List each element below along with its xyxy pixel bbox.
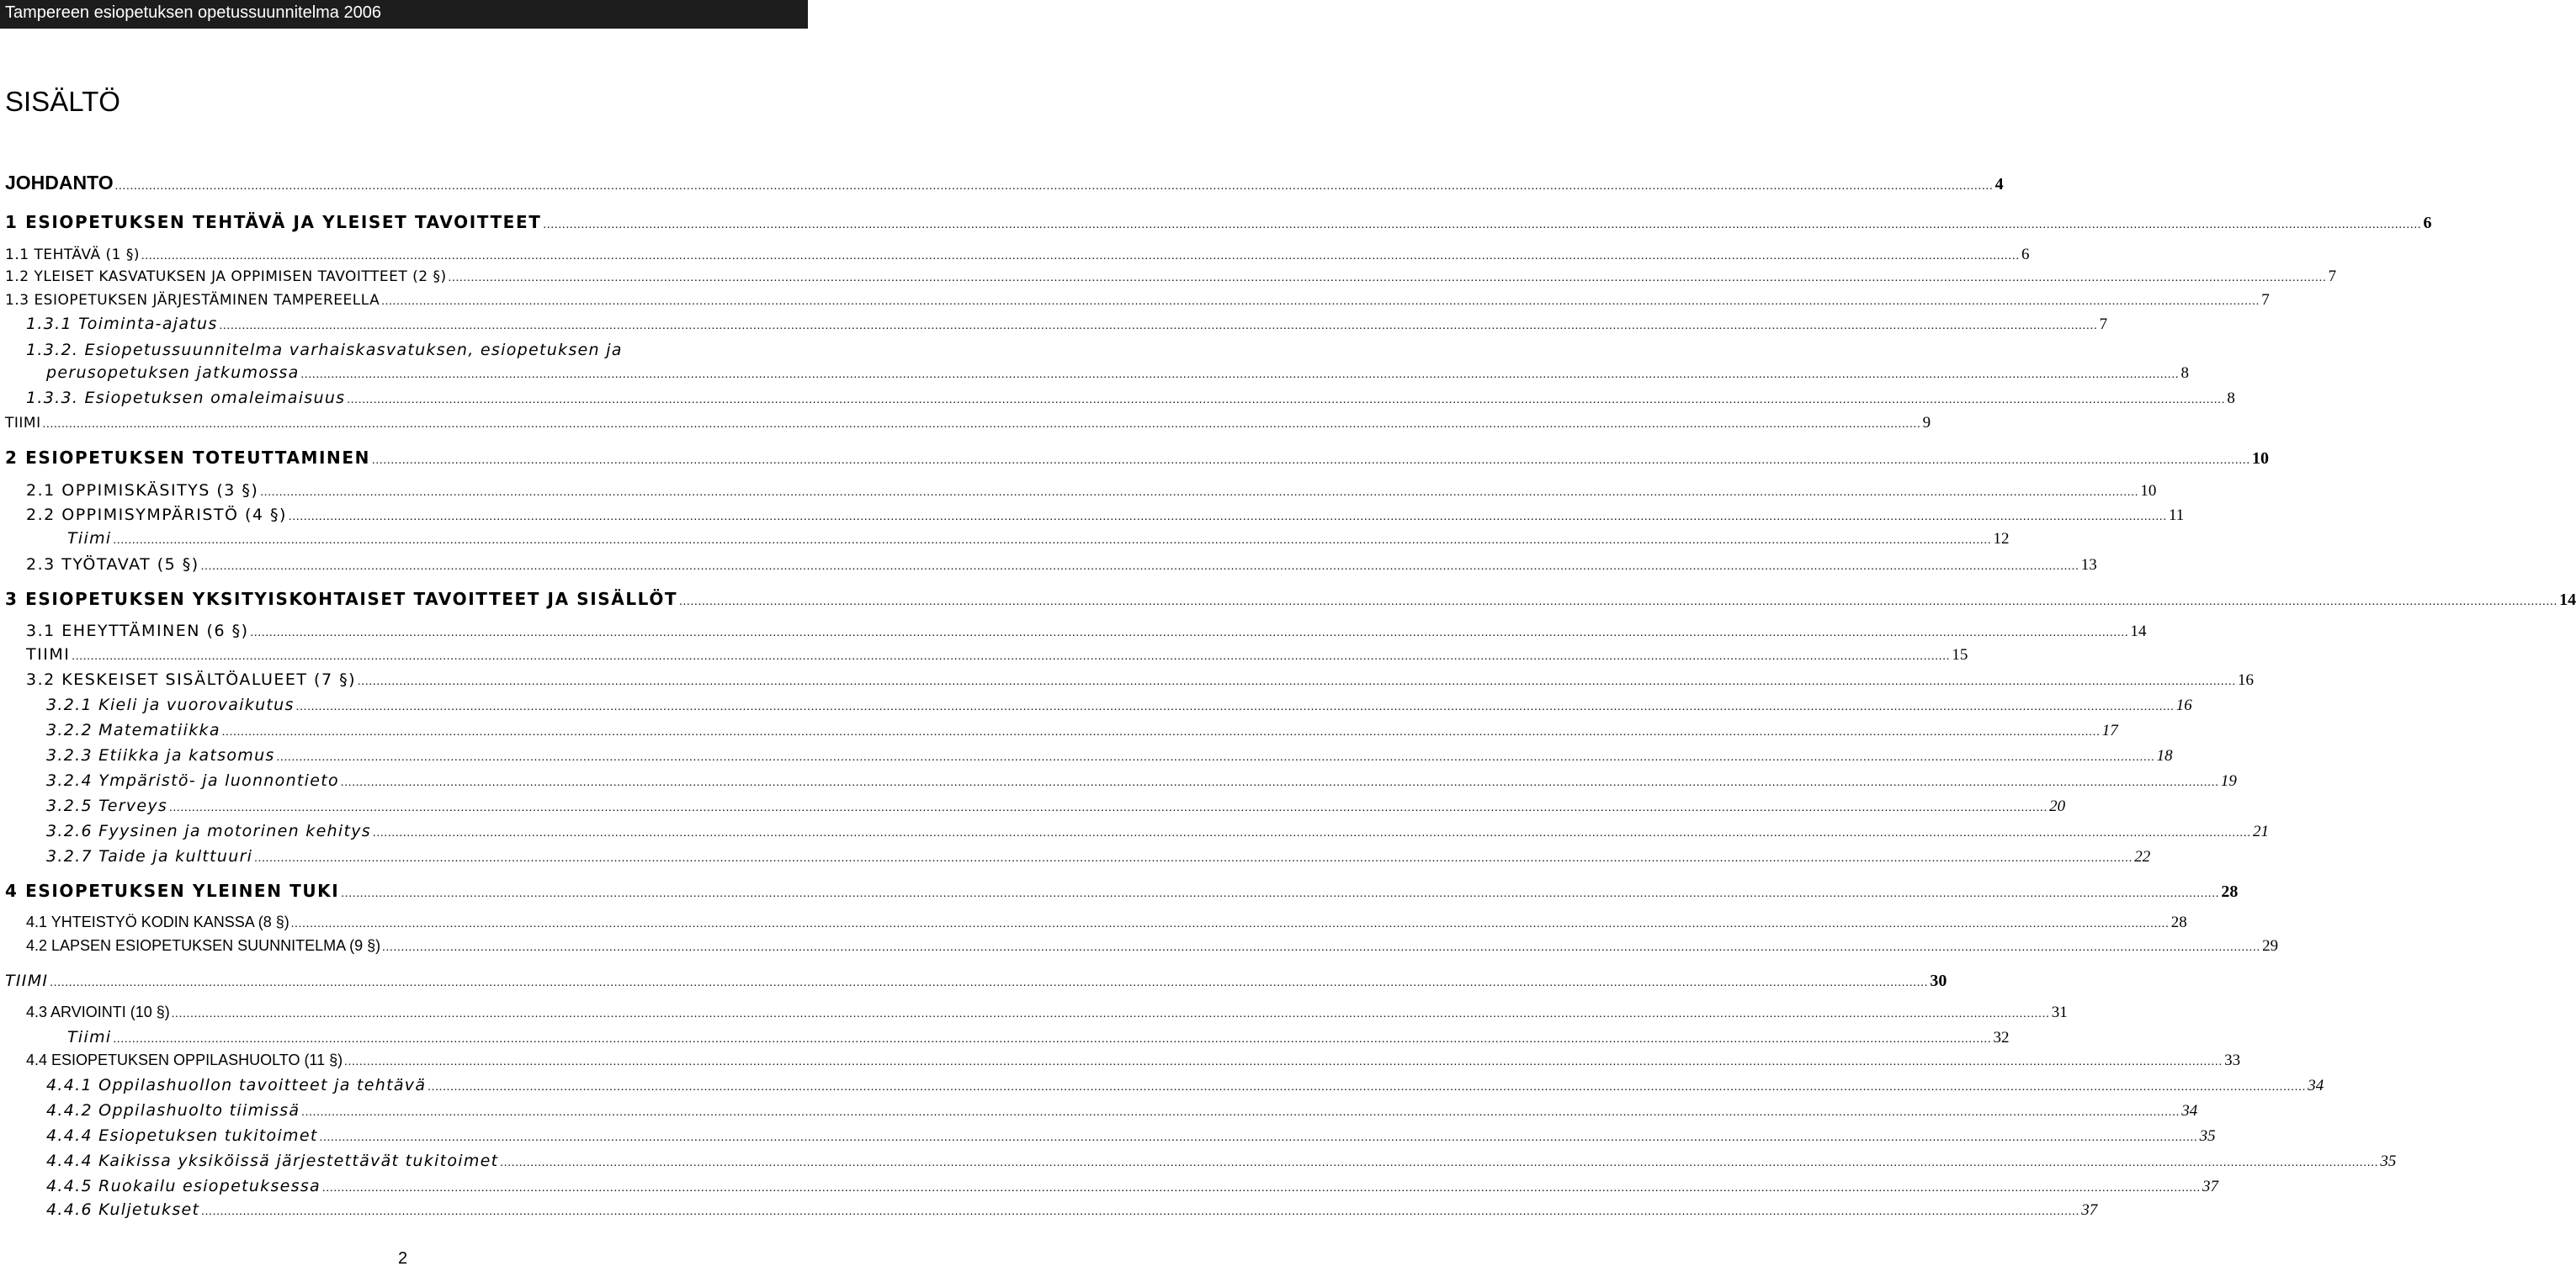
- toc-entry-title: 4.4 ESIOPETUKSEN OPPILASHUOLTO (11 §): [26, 1052, 343, 1068]
- toc-entry-page: 21: [2252, 823, 2269, 840]
- dot-leader: [322, 1182, 2201, 1195]
- toc-entry-title: 4.1 YHTEISTYÖ KODIN KANSSA (8 §): [26, 914, 289, 930]
- toc-entry[interactable]: [26, 389, 2235, 414]
- toc-entry[interactable]: [26, 341, 805, 366]
- toc-entry-title: 4.4.4 Kaikissa yksiköissä järjestettävät tukitoimet: [46, 1152, 499, 1170]
- dot-leader: [254, 852, 2133, 866]
- toc-entry-page: 19: [2220, 772, 2237, 790]
- toc-entry-title: 2 ESIOPETUKSEN TOTEUTTAMINEN: [5, 448, 370, 468]
- toc-entry[interactable]: [46, 1101, 2198, 1126]
- toc-entry[interactable]: [26, 555, 2097, 580]
- toc-entry-continuation[interactable]: perusopetuksen jatkumossa: [46, 363, 300, 382]
- toc-entry-page: 12: [1993, 530, 2010, 548]
- toc-entry-title: Tiimi: [67, 1028, 112, 1047]
- dot-leader: [115, 180, 1994, 193]
- toc-entry[interactable]: [5, 172, 2004, 197]
- toc-entry-title: 3.2.2 Matematiikka: [46, 721, 220, 739]
- toc-entry[interactable]: [46, 822, 2269, 847]
- toc-entry-title: 3.2.1 Kieli ja vuorovaikutus: [46, 696, 295, 714]
- toc-entry[interactable]: [5, 589, 2576, 614]
- toc-entry-page: 4: [1994, 175, 2004, 193]
- dot-leader: [373, 827, 2251, 840]
- dot-leader: [382, 941, 2260, 955]
- dot-leader: [250, 627, 2128, 640]
- toc-entry-title: 3.2 KESKEISET SISÄLTÖALUEET (7 §): [26, 670, 356, 689]
- toc-entry-title: 1.3 ESIOPETUKSEN JÄRJESTÄMINEN TAMPEREELLA: [5, 292, 380, 309]
- toc-entry[interactable]: [5, 414, 1931, 439]
- toc-entry[interactable]: [46, 797, 2066, 822]
- dot-leader: [449, 272, 2327, 285]
- toc-entry-title: 3.2.6 Fyysinen ja motorinen kehitys: [46, 822, 371, 840]
- toc-entry-title: 2.3 TYÖTAVAT (5 §): [26, 555, 199, 574]
- toc-entry-page: 37: [2202, 1178, 2219, 1195]
- toc-entry[interactable]: [46, 696, 2192, 721]
- dot-leader: [381, 295, 2260, 309]
- toc-entry-title: 3.2.7 Taide ja kulttuuri: [46, 847, 253, 866]
- dot-leader: [347, 394, 2225, 407]
- toc-entry-page: 28: [2221, 882, 2239, 901]
- toc-entry-page: 16: [2175, 697, 2192, 714]
- toc-entry-title: 4.4.5 Ruokailu esiopetuksessa: [46, 1177, 321, 1195]
- dot-leader: [141, 250, 2020, 263]
- toc-entry-page: 10: [2140, 482, 2157, 500]
- toc-entry-page: 16: [2237, 671, 2254, 689]
- dot-leader: [113, 1033, 1991, 1047]
- toc-entry[interactable]: [26, 506, 2185, 531]
- toc-entry-title: 4.3 ARVIOINTI (10 §): [26, 1004, 170, 1020]
- toc-entry[interactable]: [46, 1126, 2216, 1152]
- toc-entry-title: 4.4.1 Oppilashuollon tavoitteet ja tehtävä: [46, 1076, 427, 1094]
- document-title: Tampereen esiopetuksen opetussuunnitelma 2006: [5, 3, 381, 22]
- dot-leader: [341, 888, 2219, 901]
- toc-entry-page: 9: [1922, 414, 1931, 432]
- toc-entry-page: 8: [2227, 389, 2235, 407]
- toc-entry-page: 6: [2423, 214, 2432, 232]
- dot-leader: [43, 418, 1921, 432]
- toc-entry-title: 3 ESIOPETUKSEN YKSITYISKOHTAISET TAVOITTEET JA SISÄLLÖT: [5, 589, 678, 609]
- toc-entry[interactable]: [5, 448, 2269, 473]
- toc-entry-page: 13: [2080, 556, 2097, 574]
- dot-leader: [172, 1008, 2050, 1021]
- dot-leader: [220, 320, 2098, 333]
- toc-entry[interactable]: [46, 1177, 2219, 1202]
- dot-leader: [500, 1157, 2378, 1170]
- dot-leader: [222, 726, 2101, 739]
- toc-entry-page: 11: [2168, 506, 2185, 524]
- toc-entry[interactable]: [26, 481, 2157, 506]
- toc-entry-title: 3.2.3 Etiikka ja katsomus: [46, 746, 275, 765]
- toc-entry-page: 7: [2261, 291, 2270, 309]
- toc-entry[interactable]: [26, 622, 2147, 647]
- dot-leader: [372, 454, 2250, 468]
- toc-entry-title: 1.1 TEHTÄVÄ (1 §): [5, 246, 141, 263]
- toc-entry[interactable]: [46, 771, 2237, 797]
- dot-leader: [679, 596, 2557, 609]
- dot-leader: [543, 219, 2421, 232]
- toc-entry-page: 35: [2199, 1127, 2216, 1145]
- toc-entry[interactable]: [26, 1004, 2068, 1029]
- toc-entry-title: 2.2 OPPIMISYMPÄRISTÖ (4 §): [26, 506, 287, 524]
- toc-entry[interactable]: [26, 914, 2187, 939]
- toc-entry-title: 1.3.2. Esiopetussuunnitelma varhaiskasvatuksen, esiopetuksen ja: [26, 341, 623, 359]
- toc-entry-title: 1.3.1 Toiminta-ajatus: [26, 315, 218, 333]
- toc-entry-page: 7: [2328, 268, 2337, 285]
- toc-entry[interactable]: [26, 645, 1968, 670]
- toc-entry[interactable]: [67, 1028, 2010, 1053]
- toc-entry[interactable]: [5, 212, 2432, 237]
- toc-entry-title: 3.2.5 Terveys: [46, 797, 168, 815]
- toc-entry-title: 4 ESIOPETUKSEN YLEINEN TUKI: [5, 881, 340, 901]
- toc-entry[interactable]: [67, 529, 2010, 554]
- toc-entry-page: 14: [2130, 623, 2147, 640]
- toc-entry-title: 3.2.4 Ympäristö- ja luonnontieto: [46, 771, 339, 790]
- page-heading: SISÄLTÖ: [5, 86, 120, 117]
- toc-entry[interactable]: [26, 670, 2254, 696]
- dot-leader: [289, 511, 2167, 524]
- toc-entry-title: 4.4.4 Esiopetuksen tukitoimet: [46, 1126, 318, 1145]
- toc-entry-title: 1.3.3. Esiopetuksen omaleimaisuus: [26, 389, 346, 407]
- dot-leader: [320, 1131, 2198, 1145]
- dot-leader: [260, 486, 2138, 500]
- toc-entry-page: 32: [1993, 1029, 2010, 1047]
- dot-leader: [428, 1081, 2306, 1094]
- dot-leader: [291, 918, 2170, 931]
- toc-entry-page: 28: [2170, 914, 2187, 931]
- dot-leader: [72, 650, 1950, 664]
- toc-entry-page: 10: [2252, 449, 2269, 468]
- dot-leader: [113, 534, 1991, 548]
- toc-entry[interactable]: [5, 972, 1947, 997]
- dot-leader: [358, 676, 2236, 689]
- toc-entry-page: 34: [2181, 1102, 2198, 1120]
- toc-entry[interactable]: [46, 847, 2151, 872]
- toc-entry[interactable]: [46, 746, 2173, 771]
- page-header: [0, 0, 808, 29]
- toc-entry-title: Tiimi: [67, 529, 112, 548]
- dot-leader: [301, 368, 2180, 382]
- dot-leader: [277, 751, 2155, 765]
- toc-entry-page: 15: [1952, 646, 1968, 664]
- toc-entry-title: 3.1 EHEYTTÄMINEN (6 §): [26, 622, 249, 640]
- toc-entry-page: 34: [2308, 1077, 2324, 1094]
- toc-entry[interactable]: [5, 291, 2270, 316]
- toc-entry-page: 31: [2051, 1004, 2068, 1021]
- toc-entry-page: 20: [2049, 797, 2066, 815]
- dot-leader: [296, 701, 2175, 714]
- dot-leader: [341, 776, 2219, 790]
- dot-leader: [169, 802, 2048, 815]
- toc-entry-title: 1.2 YLEISET KASVATUKSEN JA OPPIMISEN TAVOITTEET (2 §): [5, 268, 447, 285]
- toc-entry-title: TIIMI: [26, 645, 71, 664]
- toc-entry-page: 7: [2099, 315, 2108, 333]
- toc-entry-page: 33: [2224, 1052, 2241, 1069]
- toc-entry-title: 4.4.6 Kuljetukset: [46, 1200, 200, 1219]
- dot-leader: [201, 560, 2079, 574]
- toc-entry[interactable]: [46, 721, 2118, 746]
- toc-entry-title: 2.1 OPPIMISKÄSITYS (3 §): [26, 481, 259, 500]
- toc-entry-title: TIIMI: [5, 415, 41, 432]
- dot-leader: [50, 977, 1928, 990]
- dot-leader: [201, 1205, 2079, 1219]
- dot-leader: [301, 1106, 2180, 1120]
- toc-entry-page: 35: [2380, 1152, 2397, 1170]
- toc-entry-page: 8: [2180, 364, 2190, 382]
- toc-entry-title: 4.4.2 Oppilashuolto tiimissä: [46, 1101, 300, 1120]
- toc-entry[interactable]: [46, 1200, 2098, 1226]
- page-number: 2: [398, 1249, 408, 1268]
- toc-entry-page: 17: [2101, 722, 2118, 739]
- toc-entry-title: TIIMI: [5, 972, 49, 990]
- toc-entry[interactable]: [5, 881, 2239, 906]
- toc-entry[interactable]: [46, 1076, 2324, 1101]
- toc-entry-page: 18: [2156, 747, 2173, 765]
- toc-entry-page: 6: [2021, 246, 2030, 263]
- toc-entry-page: 22: [2134, 848, 2151, 866]
- toc-entry-page: 30: [1930, 972, 1947, 990]
- toc-entry[interactable]: [5, 268, 2337, 293]
- toc-entry-page: 37: [2081, 1201, 2098, 1219]
- toc-entry[interactable]: [26, 315, 2108, 340]
- toc-entry[interactable]: [26, 1052, 2241, 1077]
- toc-entry-page: 29: [2262, 937, 2279, 955]
- toc-entry-title: 1 ESIOPETUKSEN TEHTÄVÄ JA YLEISET TAVOITTEET: [5, 212, 542, 232]
- toc-entry[interactable]: [26, 937, 2279, 962]
- toc-entry-title: JOHDANTO: [5, 172, 114, 193]
- dot-leader: [344, 1056, 2223, 1069]
- toc-entry-page: 14: [2559, 591, 2576, 609]
- toc-entry[interactable]: [46, 1152, 2397, 1177]
- toc-entry-title: 4.2 LAPSEN ESIOPETUKSEN SUUNNITELMA (9 §): [26, 937, 381, 954]
